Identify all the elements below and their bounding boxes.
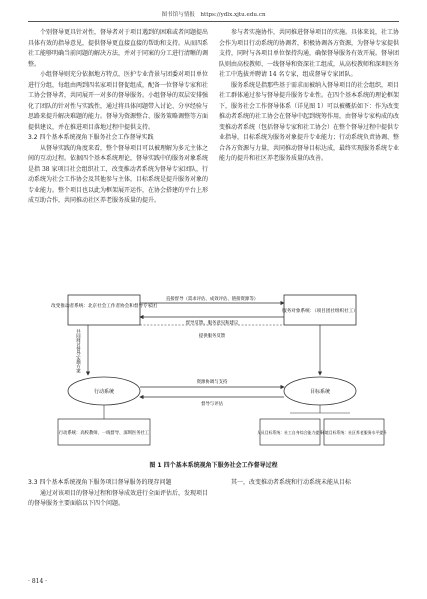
journal-name: 图书馆与情报 (161, 12, 196, 18)
direct-label: 直接督导（需求评估、成效评估、链接资源等） (165, 297, 259, 302)
figure-svg (28, 287, 399, 453)
change-agent-label: 改变推动者系统：北京社会工作者协会和督导专家团 (51, 304, 157, 309)
target-system-label: 目标系统 (309, 389, 331, 395)
support-label: 资源协调与支持 (196, 380, 228, 385)
journal-url: https://ydlx.xjtu.edu.cn (200, 12, 266, 18)
bottom-right-column (219, 478, 399, 489)
right-column (219, 28, 399, 165)
figure-caption: 图 1 四个基本系统视角下服务社会工作督导过程 (149, 462, 278, 469)
coop-label: 提供服务反馈 (198, 334, 226, 339)
paragraph: 参与者实施协作，共同推进督导项目的实施。具体来说，社工协会作为项目行动系统的协调者，积极协调各方资源，为督导专家提供支持，同时与各项目单位保持沟通，确保督导服务有效开展。督导团队则由高校教师、一线督导和资深社工组成，从高校教师和深圳医务社工中选拔并聘请 14 名专家，组成督导专家团队。 (219, 29, 400, 78)
paragraph: 个别督导更具针对性，督导者对于项目遇到的困难或者问题提出具体有效的指导意见，提供督导更直接直接的帮助和支持。从而四系社工能够明确当前问题的解决方法，并对于同案的分工进行清晰的调整。 (28, 29, 209, 68)
coop-vertical-label: 共同商讨督导实施方案 (75, 329, 81, 373)
left-column (28, 28, 208, 207)
paragraph: 服务系统是指那些基于需求而被纳入督导项目的社会组织，项目社工群体通过参与督导提升服务专业性。在四个基本系统的理论框架下，服务社会工作督导体系（详见图 1）可以被概括如下：作为改变推动者系统的社工协会在督导中起到统筹作用，由督导专家构成的改变推动者系统（包括督导专家和社工协会）在整个督导过程中提供专业指导，目标系统为服务对象提升专业能力；行动系统负责协调、整合各方资源与力量，共同推动督导目标达成，最终实现服务系统专业能力的提升和社区养老服务质量的改善。 (219, 81, 400, 162)
header-rule (28, 21, 399, 22)
bottom-left-column (28, 478, 208, 510)
paragraph: 其一，改变推动者系统和行动系统未能从目标 (231, 479, 352, 486)
paragraph: 小组督导则充分依据地方特点，医护专业背景与团委对项目单位进行分组，每组由两到四名家项目督促组成，配备一位督导专家和社工协会督导者，共同展开一对多的督导服务。小组督导的双层安排强化了团队的针对性与实践性，通过将具体问题带入讨论、分享经验与思路来提升解决难题的能力。督导为资源整合、服务策略调整等方面提供建议，并在推进项目落地过程中提供支持。 (28, 71, 209, 131)
running-header (28, 10, 399, 18)
action-system-label: 行动系统 (93, 389, 115, 395)
paragraph: 通过对该项目的督导过程和督导成效进行全面评估后，发现项目的督导服务主要面临以下四个问题。 (28, 489, 209, 507)
target-right-label: 环境目标系统：社区养老服务水平提升 (320, 430, 388, 435)
section-heading: 3.2 四个基本系统视角下服务社会工作督导实践 (28, 134, 154, 141)
section-heading-3-3: 3.3 四个基本系统视角下服务项目督导服务的现存问题 (28, 479, 172, 486)
client-system-label: 服务对象系统：（项目团社组织社工） (282, 309, 358, 314)
change-agent-box (68, 295, 140, 325)
page-number: · 814 · (28, 578, 48, 585)
figure-diagram (28, 287, 399, 453)
paragraph: 从督导实践的角度来看，整个督导项目可以被理解为多元主体之间的互动过程。依据四个基本系统理论，督导实践中的服务对象系统是指 38 家项目社会组织社工，改变推动者系统为督导专家团队，行动系统为社会工作协会及其他参与主体，目标系统是提升服务对象的专业能力。整个项目也以此为框架展开运作，在协会搭建的平台上形成互助合作，共同推动社区养老服务质量的提升。 (28, 144, 209, 204)
feedback-label: 督导反馈、服务意见和建议 (185, 321, 239, 326)
target-left-label: 人员目标系统：社工自身综合能力提升 (256, 430, 324, 435)
loop-label: 督导与评估 (201, 402, 223, 407)
action-sub-label: 行动系统：高校教师、一线督导、深圳医务社工 (58, 431, 150, 436)
